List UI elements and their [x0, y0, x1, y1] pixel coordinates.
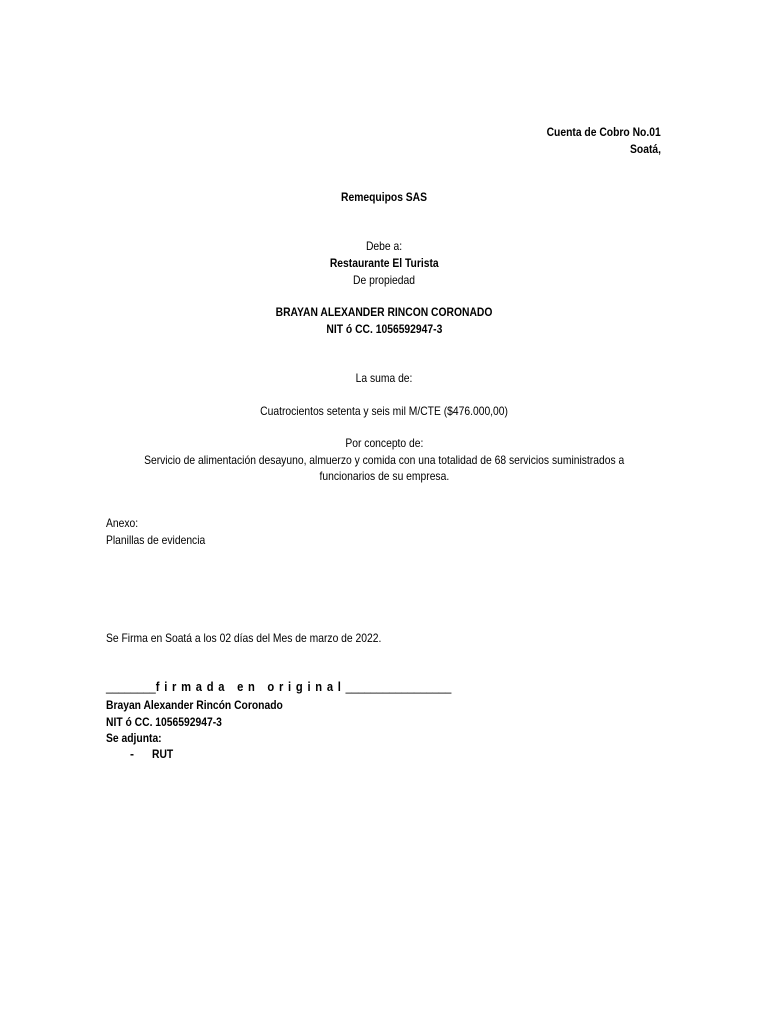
signature-suffix-line: _________________	[345, 679, 452, 694]
amount-text: Cuatrocientos setenta y seis mil M/CTE ($476.000,00)	[260, 404, 508, 418]
concept-label: Por concepto de:	[344, 436, 424, 450]
attachment-bullet: -	[130, 747, 134, 761]
owner-id: NIT ó CC. 1056592947-3	[326, 322, 442, 336]
invoice-number: Cuenta de Cobro No.01	[546, 125, 661, 139]
amount-label: La suma de:	[355, 371, 413, 385]
business-name: Restaurante El Turista	[329, 256, 439, 270]
debtor-company: Remequipos SAS	[340, 190, 428, 204]
attached-label: Se adjunta:	[106, 731, 162, 745]
concept-line-2: funcionarios de su empresa.	[319, 469, 449, 483]
city: Soatá,	[630, 142, 661, 156]
annex-label: Anexo:	[106, 516, 139, 530]
attachment-item	[130, 746, 177, 762]
attachment-label: RUT	[152, 747, 174, 761]
signed-statement: Se Firma en Soatá a los 02 días del Mes de marzo de 2022.	[106, 631, 382, 645]
owner-name: BRAYAN ALEXANDER RINCON CORONADO	[275, 305, 493, 319]
property-label: De propiedad	[353, 273, 415, 287]
concept-line-1: Servicio de alimentación desayuno, almuerzo y comida con una totalidad de 68 servicios suministrados a	[143, 453, 625, 467]
signature-prefix-line: ________	[106, 679, 156, 694]
signed-in-original-text: firmada en original	[155, 679, 346, 694]
annex-item: Planillas de evidencia	[106, 533, 206, 547]
signer-name: Brayan Alexander Rincón Coronado	[106, 698, 283, 712]
signer-id: NIT ó CC. 1056592947-3	[106, 715, 222, 729]
signature-line	[106, 679, 508, 695]
owes-to-label: Debe a:	[365, 239, 403, 253]
